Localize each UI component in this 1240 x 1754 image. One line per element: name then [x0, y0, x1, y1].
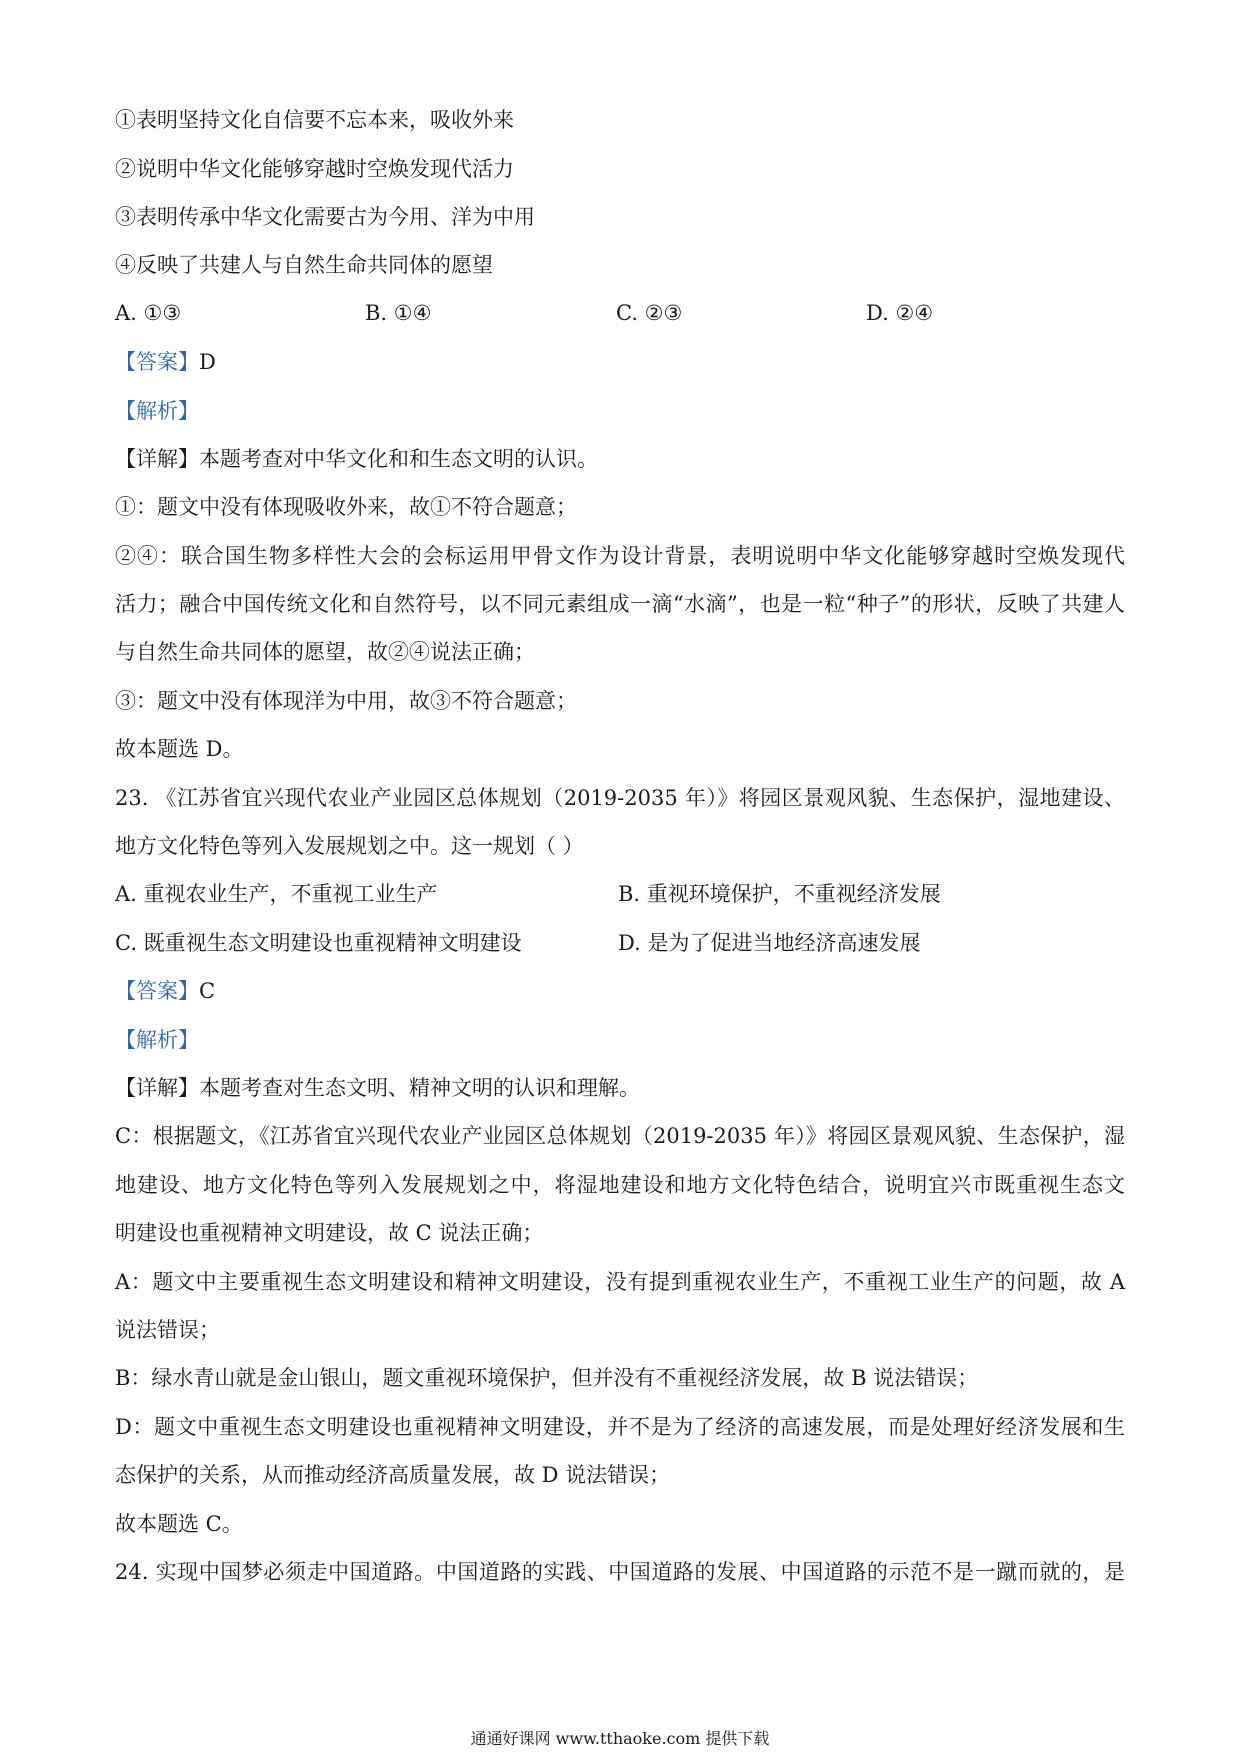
q23-option-b: B. 重视环境保护，不重视经济发展: [618, 882, 941, 906]
q22-explanation-line: 故本题选 D。: [115, 737, 244, 761]
q23-explanation-line: 态保护的关系，从而推动经济高质量发展，故 D 说法错误；: [115, 1463, 671, 1487]
q23-explanation-line: A：题文中主要重视生态文明建设和精神文明建设，没有提到重视农业生产，不重视工业生产的问题，故 A: [115, 1270, 1125, 1294]
q22-statement-2: ②说明中华文化能够穿越时空焕发现代活力: [115, 157, 514, 181]
q23-explanation-line: D：题文中重视生态文明建设也重视精神文明建设，并不是为了经济的高速发展，而是处理好经济发展和生: [115, 1415, 1125, 1439]
q22-option-b: B. ①④: [365, 301, 432, 325]
q23-explanation-line: 地建设、地方文化特色等列入发展规划之中，将湿地建设和地方文化特色结合，说明宜兴市既重视生态文: [115, 1173, 1125, 1197]
answer-value: D: [199, 350, 216, 374]
detail-tag: 【详解】: [115, 1076, 199, 1100]
q22-detail: [115, 444, 1125, 474]
q23-stem-line: 地方文化特色等列入发展规划之中。这一规划（ ）: [115, 834, 584, 858]
q22-explanation-line: ③：题文中没有体现洋为中用，故③不符合题意；: [115, 689, 577, 713]
q23-analysis-heading: [115, 1025, 1125, 1055]
q22-statement-4: ④反映了共建人与自然生命共同体的愿望: [115, 253, 493, 277]
q22-option-a: A. ①③: [115, 301, 182, 325]
q22-analysis-heading: [115, 396, 1125, 426]
q23-option-c: C. 既重视生态文明建设也重视精神文明建设: [115, 931, 522, 955]
answer-tag: 【答案】: [115, 350, 199, 374]
answer-value: C: [199, 979, 216, 1003]
q23-explanation-line: B：绿水青山就是金山银山，题文重视环境保护，但并没有不重视经济发展，故 B 说法错误；: [115, 1366, 979, 1390]
q22-statement-1: ①表明坚持文化自信要不忘本来，吸收外来: [115, 108, 514, 132]
q22-explanation-line: ②④：联合国生物多样性大会的会标运用甲骨文作为设计背景，表明说明中华文化能够穿越时空焕发现代: [115, 544, 1125, 568]
q24-stem-line: 24. 实现中国梦必须走中国道路。中国道路的实践、中国道路的发展、中国道路的示范不是一蹴而就的，是: [115, 1560, 1125, 1584]
detail-tag: 【详解】: [115, 447, 199, 471]
q22-explanation-line: 与自然生命共同体的愿望，故②④说法正确；: [115, 640, 535, 664]
q22-option-c: C. ②③: [616, 301, 683, 325]
detail-intro: 本题考查对中华文化和和生态文明的认识。: [199, 447, 598, 471]
analysis-tag: 【解析】: [115, 1028, 199, 1052]
q22-option-d: D. ②④: [866, 301, 934, 325]
q23-explanation-line: 说法错误；: [115, 1318, 220, 1342]
analysis-tag: 【解析】: [115, 399, 199, 423]
q22-explanation-line: ①：题文中没有体现吸收外来，故①不符合题意；: [115, 495, 577, 519]
q23-option-d: D. 是为了促进当地经济高速发展: [618, 931, 921, 955]
q23-stem-line: 23. 《江苏省宜兴现代农业产业园区总体规划（2019-2035 年）》将园区景观风貌、生态保护，湿地建设、: [115, 786, 1125, 810]
q23-explanation-line: 故本题选 C。: [115, 1512, 243, 1536]
q23-detail: [115, 1073, 1125, 1103]
q23-explanation-line: 明建设也重视精神文明建设，故 C 说法正确；: [115, 1221, 544, 1245]
q23-answer: [115, 976, 1125, 1006]
page-footer: 通通好课网 www.tthaoke.com 提供下载: [470, 1729, 770, 1748]
q23-option-a: A. 重视农业生产，不重视工业生产: [115, 882, 438, 906]
answer-tag: 【答案】: [115, 979, 199, 1003]
q22-answer: [115, 347, 1125, 377]
q22-statement-3: ③表明传承中华文化需要古为今用、洋为中用: [115, 205, 535, 229]
q23-explanation-line: C：根据题文，《江苏省宜兴现代农业产业园区总体规划（2019-2035 年）》将园区景观风貌、生态保护，湿: [115, 1124, 1125, 1148]
detail-intro: 本题考查对生态文明、精神文明的认识和理解。: [199, 1076, 640, 1100]
q22-explanation-line: 活力；融合中国传统文化和自然符号，以不同元素组成一滴“水滴”，也是一粒“种子”的形状，反映了共建人: [115, 592, 1125, 616]
